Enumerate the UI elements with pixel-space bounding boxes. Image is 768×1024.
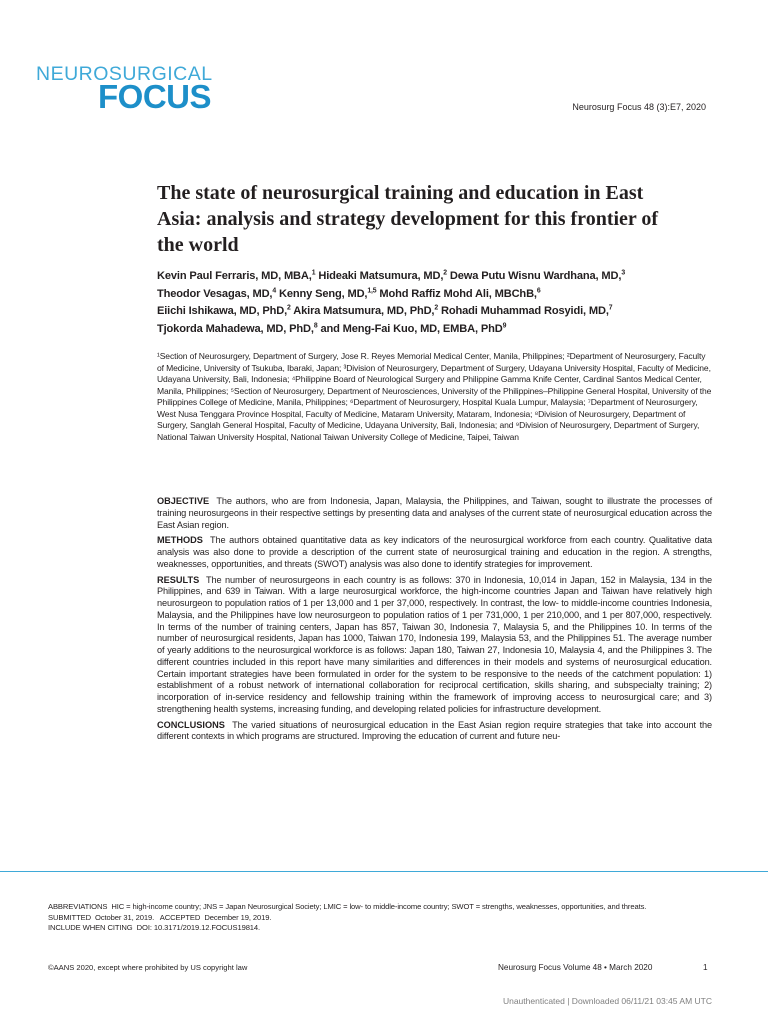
author-affiliation-ref: 2 [443, 269, 447, 277]
abbreviations [48, 902, 718, 913]
abstract-methods-text: The authors obtained quantitative data as key indicators of the neurosurgical workforce from each country. Qualitative data analysis was also done to provide a description of the current state of neurosurgical training and education in the region. A strengths, weaknesses, opportunities, and threats (SWOT) analysis was also done to identify strategies for improvement. [157, 535, 712, 569]
author-affiliation-ref: 6 [536, 286, 541, 294]
abstract-results-text: The number of neurosurgeons in each country is as follows: 370 in Indonesia, 10,014 in Japan, 152 in Malaysia, 134 in the Philippines, and 639 in Taiwan. With a large neurosurgical workforce, the high-income countries Japan and Taiwan have relatively high neurosurgeon to population ratios of 1 per 13,000 and 1 per 37,000, respectively. In contrast, the low- to middle-income countries Indonesia, Malaysia, and the Philippines have low neurosurgeon to population ratios of 1 per 731,000, 1 per 210,000, and 1 per 807,000, respectively. In terms of the number of training centers, Japan has 857, Taiwan 30, Indonesia 7, Malaysia 5, and the Philippines 10. In terms of the number of neurosurgical residents, Japan has 1000, Taiwan 170, Indonesia 199, Malaysia 53, and the Philippines 51. The average number of yearly additions to the neurosurgical workforce is as follows: Japan 180, Taiwan 27, Indonesia 10, Malaysia 4, and the Philippines 3. The different countries included in this report have many similarities and differences in their models and systems of neurosurgical education. Certain important strategies have been formulated in order for the system to be responsive to the needs of the catchment population: 1) establishment of a robust network of international collaboration for reciprocal certification, skills sharing, and subspecialty training; 2) incorporation of in-service residency and fellowship training within the framework of improving access to neurosurgical care; and 3) strengthening health systems, increasing funding, and developing related policies for infrastructure development. [157, 574, 712, 714]
author-name: Kevin Paul Ferraris, MD, MBA, [157, 270, 312, 282]
abstract-results-heading: RESULTS [157, 574, 200, 585]
journal-logo-line2: FOCUS [98, 78, 211, 115]
abstract-conclusions-heading: CONCLUSIONS [157, 719, 225, 730]
author-name: Rohadi Muhammad Rosyidi, MD, [441, 305, 609, 317]
author-name: Kenny Seng, MD, [279, 287, 368, 300]
author-affiliation-ref: 7 [608, 304, 613, 312]
abstract-conclusions [157, 720, 712, 744]
citing-info [48, 923, 718, 934]
author-affiliation-ref: 3 [621, 269, 625, 277]
accepted-heading: ACCEPTED [159, 912, 201, 922]
doi-text: DOI: 10.3171/2019.12.FOCUS19814. [136, 923, 261, 932]
abstract-methods [157, 535, 712, 570]
accepted-date: December 19, 2019. [204, 912, 272, 922]
footer-notes [48, 902, 718, 934]
abstract-results [157, 575, 712, 716]
author-affiliation-ref: 1 [311, 269, 316, 277]
abbreviations-heading: ABBREVIATIONS [48, 902, 108, 911]
abstract-conclusions-text: The varied situations of neurosurgical education in the East Asian region require strategies that take into account the different contexts in which programs are structured. Improving the education of current and future neu- [157, 719, 712, 742]
submission-dates [48, 913, 718, 924]
author-name: Mohd Raffiz Mohd Ali, MBChB, [379, 287, 537, 300]
abstract-objective [157, 496, 712, 531]
author-list [157, 268, 717, 338]
author-affiliation-ref: 9 [502, 321, 507, 329]
author-name: Eiichi Ishikawa, MD, PhD, [157, 305, 288, 317]
author-name: Dewa Putu Wisnu Wardhana, MD, [449, 270, 622, 282]
author-affiliation-ref: 2 [434, 304, 439, 312]
copyright-notice: ©AANS 2020, except where prohibited by US copyright law [48, 963, 248, 972]
journal-logo-line1: NEUROSURGICAL [36, 63, 213, 85]
footer-divider [0, 871, 768, 872]
author-affiliation-ref: 2 [287, 304, 291, 312]
abstract-methods-heading: METHODS [157, 535, 203, 546]
author-name: Tjokorda Mahadewa, MD, PhD, [157, 322, 314, 335]
article-title: The state of neurosurgical training and education in East Asia: analysis and strategy development for this frontier of the world [157, 182, 659, 256]
author-name: Theodor Vesagas, MD, [157, 287, 273, 300]
footer-journal-info: Neurosurg Focus Volume 48 • March 2020 [498, 963, 653, 972]
submitted-date: October 31, 2019. [95, 912, 155, 922]
author-name: and Meng-Fai Kuo, MD, EMBA, PhD [320, 322, 503, 335]
download-notice: Unauthenticated | Downloaded 06/11/21 03:45 AM UTC [502, 996, 712, 1006]
abstract [157, 496, 712, 747]
page-number: 1 [703, 963, 708, 972]
abbreviations-text: HIC = high-income country; JNS = Japan Neurosurgical Society; LMIC = low- to middle-income country; SWOT = strengths, weaknesses, opportunities, and threats. [111, 902, 647, 911]
author-name: Hideaki Matsumura, MD, [318, 270, 444, 282]
journal-citation: Neurosurg Focus 48 (3):E7, 2020 [572, 102, 706, 112]
citing-heading: INCLUDE WHEN CITING [48, 923, 133, 932]
abstract-objective-text: The authors, who are from Indonesia, Japan, Malaysia, the Philippines, and Taiwan, sought to illustrate the processes of training neurosurgeons in their respective settings by presenting data and analyses of the current state of neurosurgical education across the East Asian region. [157, 496, 713, 530]
author-affiliation-ref: 4 [272, 286, 277, 294]
affiliations: ¹Section of Neurosurgery, Department of Surgery, Jose R. Reyes Memorial Medical Center, Manila, Philippines; ²Department of Neurosurgery, Faculty of Medicine, University of Tsukuba, Ibaraki, Japan; ³Division of Neurosurgery, Department of Surgery, Udayana University Hospital, Faculty of Medicine, Udayana University, Bali, Indonesia; ⁴Philippine Board of Neurological Surgery and Philippine Gamma Knife Center, Cardinal Santos Medical Center, Manila, Philippines; ⁵Section of Neurosurgery, Department of Neurosciences, University of the Philippines–Philippine General Hospital, University of the Philippines College of Medicine, Manila, Philippines; ⁶Department of Neurosurgery, Hospital Kuala Lumpur, Malaysia; ⁷Department of Neurosurgery, West Nusa Tenggara Province Hospital, Faculty of Medicine, Mataram University, Mataram, Indonesia; ⁸Division of Neurosurgery, Department of Surgery, Sanglah General Hospital, Faculty of Medicine, Udayana University, Bali, Indonesia; and ⁹Division of Neurosurgery, Department of Surgery, National Taiwan University Hospital, National Taiwan University College of Medicine, Taipei, Taiwan [157, 351, 712, 442]
author-affiliation-ref: 8 [313, 321, 318, 329]
author-affiliation-ref: 1,5 [367, 286, 377, 294]
abstract-objective-heading: OBJECTIVE [157, 496, 210, 506]
author-name: Akira Matsumura, MD, PhD, [293, 305, 435, 317]
submitted-heading: SUBMITTED [48, 912, 91, 922]
